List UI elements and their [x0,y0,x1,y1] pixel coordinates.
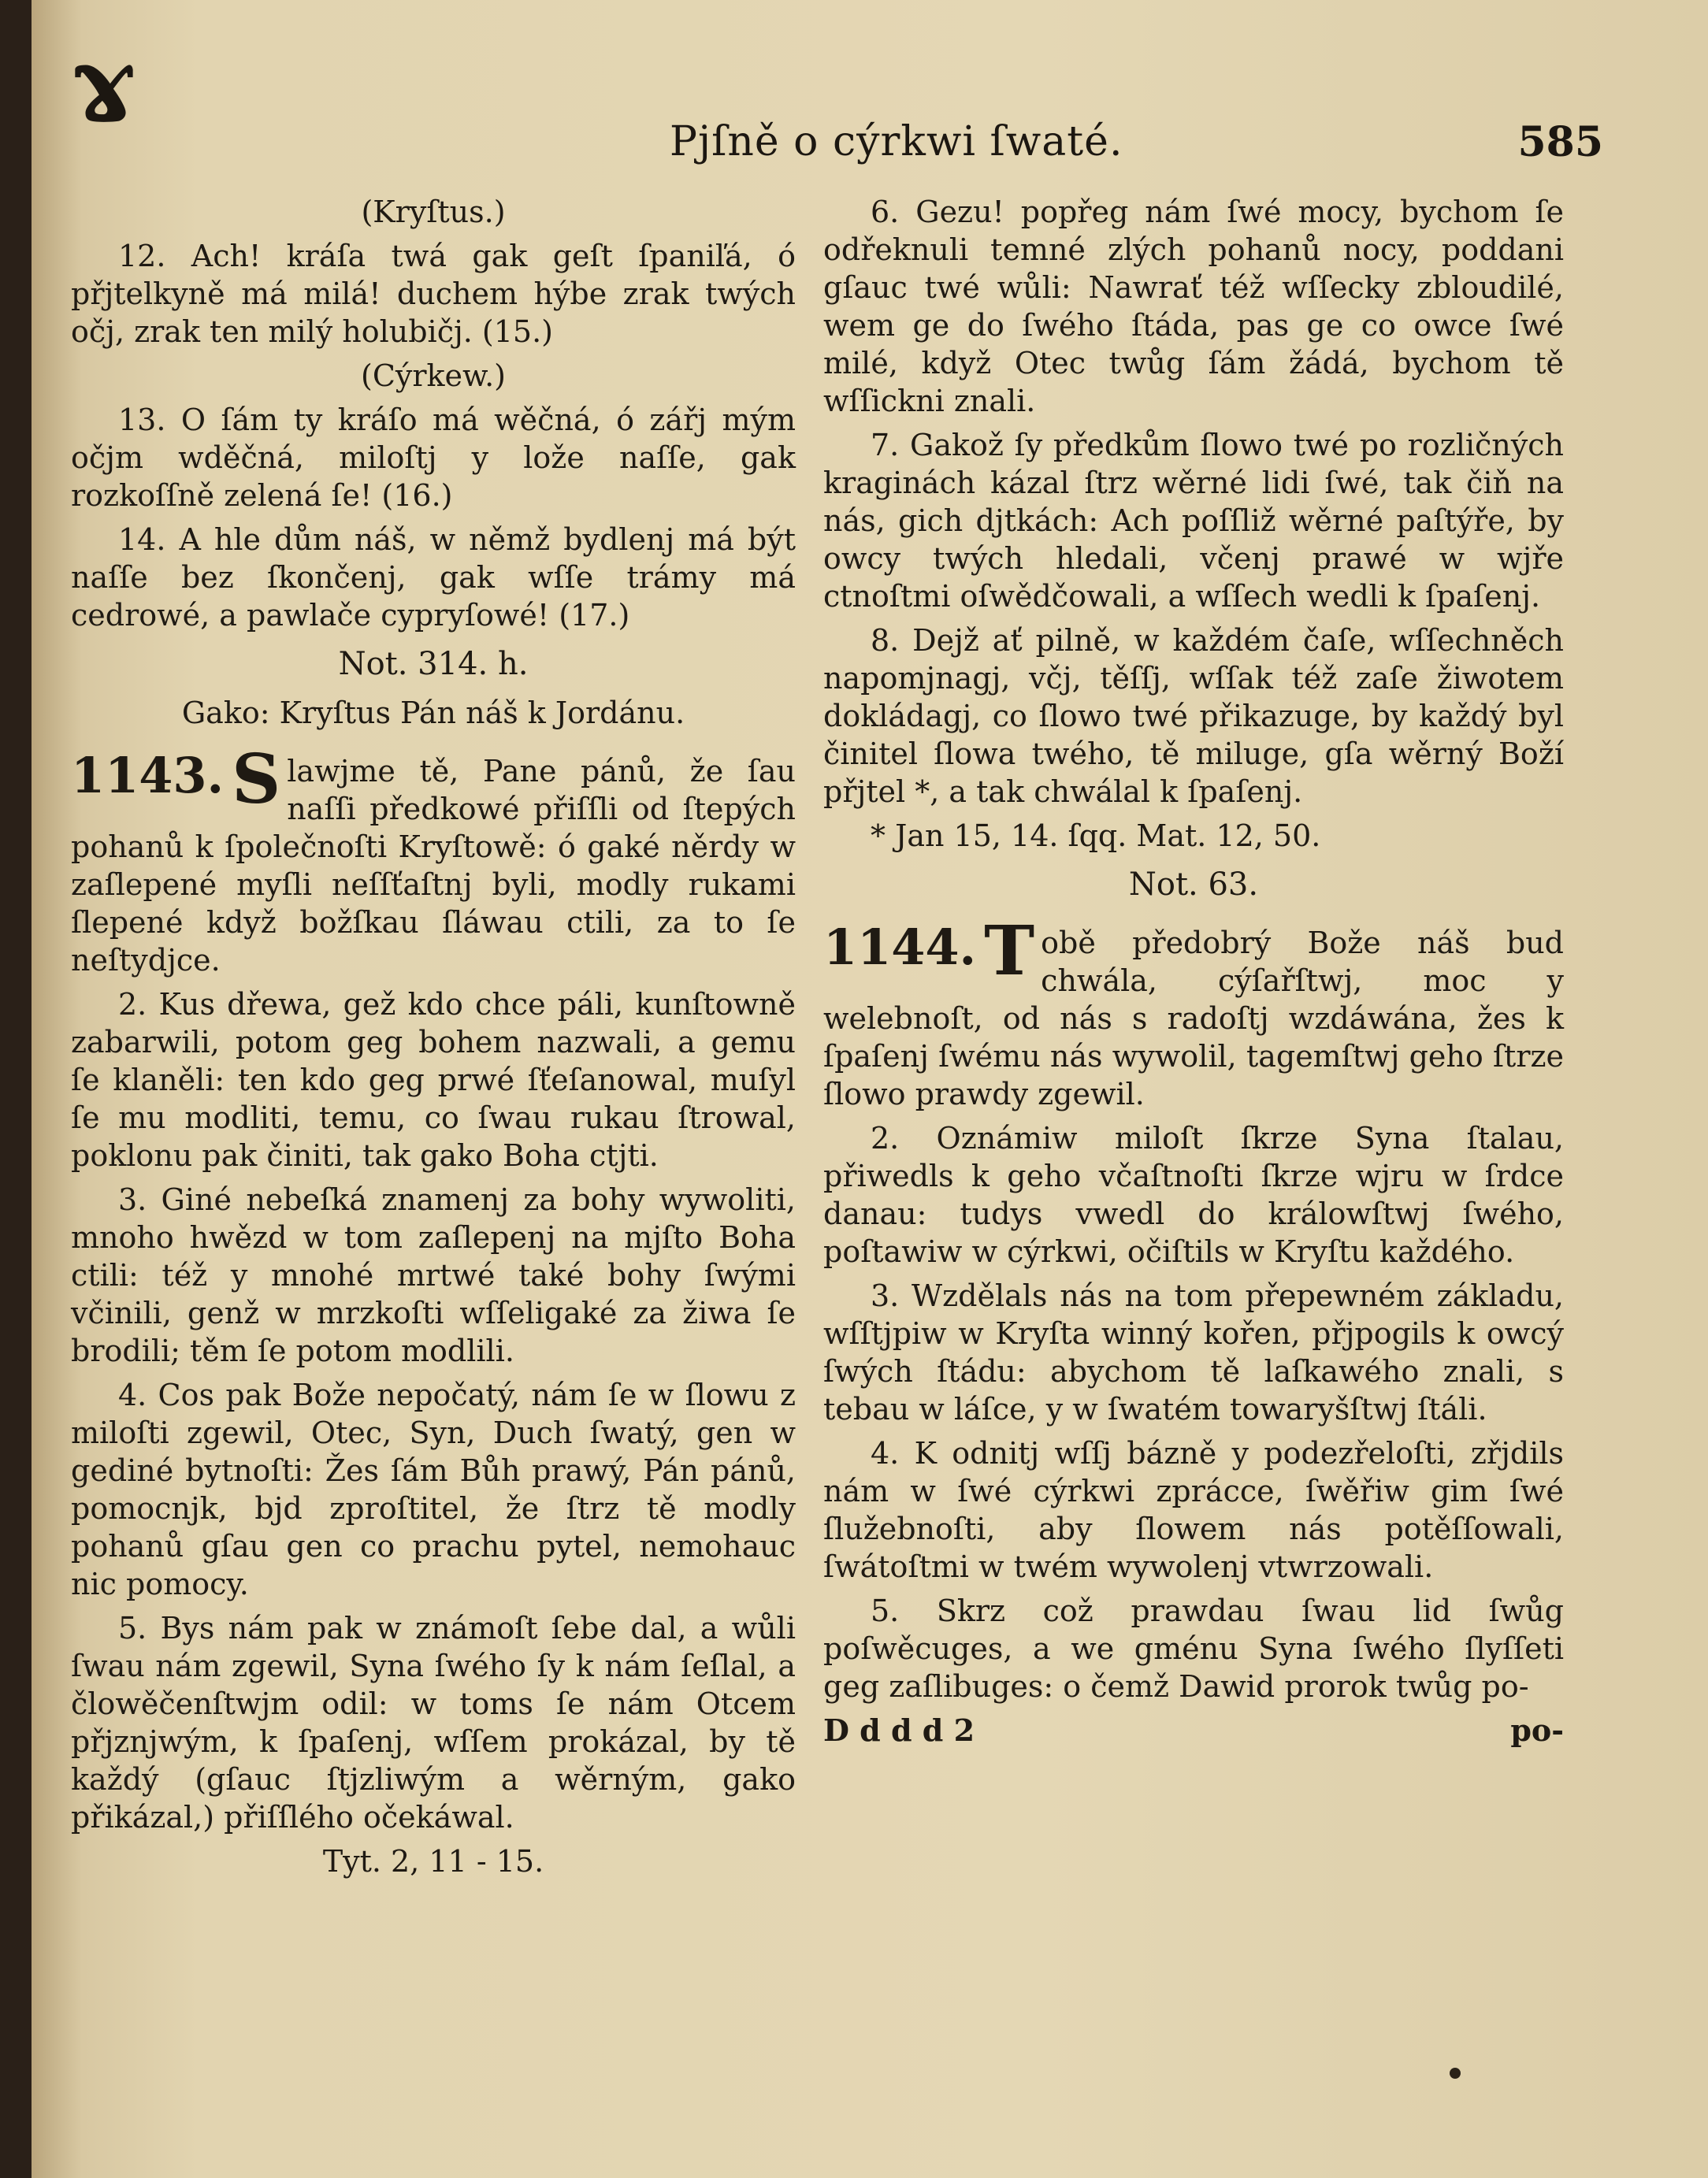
verse-1: obě předobrý Bože náš bud chwála, cýſařſtwj, moc y welebnoſt, od nás s radoſtj wzdáwána, žes k ſpaſenj ſwému nás wywolil, tagemſtwj geho ſtrze ſlowo prawdy zgewil. [823,926,1564,1111]
running-title: Pjſně o cýrkwi ſwaté. [670,118,1123,165]
verse-2: 2. Kus dřewa, gež kdo chce páli, kunſtowně zabarwili, potom geg bohem nazwali, a gemu ſe klaněli: ten kdo geg prwé ſťeſanowal, muſyl ſe mu modliti, temu, co ſwau rukau ſtrowal, poklonu pak činiti, tak gako Boha ctjti. [71,987,796,1173]
speaker-label: (Kryſtus.) [361,195,506,229]
verse-1: lawjme tě, Pane pánů, že ſau naſſi předkowé přiſſli od ſtepých pohanů k ſpolečnoſti Kryſtowě: ó gaké něrdy w zaſlepené myſli neſſťaſtnj byli, modly rukami ſlepené když božſkau ſláwau ctili, za to ſe neſtydjce. [71,754,796,978]
verse-2: 2. Oznámiw miloſt ſkrze Syna ſtalau, přiwedls k geho včaſtnoſti ſkrze wjru w ſrdce danau: tudys vwedl do králowſtwj ſwého, poſtawiw w cýrkwi, očiſtils w Kryſtu každého. [823,1121,1564,1269]
verse-4: 4. Cos pak Bože nepočatý, nám ſe w ſlowu z miloſti zgewil, Otec, Syn, Duch ſwatý, gen w gediné bytnoſti: Žes ſám Bůh prawý, Pán pánů, pomocnjk, bjd zproſtitel, že ſtrz tě modly pohanů gſau gen co prachu pytel, nemohauc nic pomocy. [71,1378,796,1601]
verse-12: 12. Ach! kráſa twá gak geſt ſpaniľá, ó přjtelkyně má milá! duchem hýbe zrak twých očj, zrak ten milý holubičj. (15.) [71,239,796,349]
corner-ink-mark: ɤ [71,22,136,143]
verse-5: 5. Skrz což prawdau ſwau lid ſwůg poſwěcuges, a we gménu Syna ſwého ſlyſſeti geg zaſlibuges: o čemž Dawid prorok twůg po- [823,1594,1564,1704]
left-column [71,193,796,1887]
verse-5: 5. Bys nám pak w známoſt ſebe dal, a wůli ſwau nám zgewil, Syna ſwého ſy k nám ſeſlal, a člowěčenſtwjm odil: w toms ſe nám Otcem přjznjwým, k ſpaſenj, wſſem prokázal, by tě každý (gſauc ſtjzliwým a wěrným, gako přikázal,) přiſſlého očekáwal. [71,1611,796,1835]
tune-number: Not. 314. h. [338,646,529,682]
verse-3: 3. Wzdělals nás na tom přepewném základu, wſſtjpiw w Kryſta winný kořen, přjpogils k owcý ſwých ſtádu: abychom tě laſkawého znali, s tebau w láſce, y w ſwatém towaryšſtwj ſtáli. [823,1278,1564,1427]
right-column [823,193,1564,1749]
verse-3: 3. Giné nebeſká znamenj za bohy wywoliti, mnoho hwězd w tom zaſlepenj na mjſto Boha ctili: též y mnohé mrtwé také bohy ſwými včinili, genž w mrzkoſti wſſeligaké za žiwa ſe brodili; těm ſe potom modlili. [71,1182,796,1368]
printer-signature: D d d d 2 [823,1712,975,1748]
verse-4: 4. K odnitj wſſj bázně y podezřeloſti, zřjdils nám w ſwé cýrkwi zprácce, ſwěřiw gim ſwé ſlužebnoſti, aby ſlowem nás potěſſowali, ſwátoſtmi w twém wywolenj vtwrzowali. [823,1436,1564,1584]
hymn-number: 1144. [823,918,977,976]
speaker-label: (Cýrkew.) [361,358,506,393]
tune-number: Not. 63. [1128,866,1259,903]
drop-capital: T [984,911,1035,991]
verse-7: 7. Gakož ſy předkům ſlowo twé po rozličných kraginách kázal ſtrz wěrné lidi ſwé, tak čiň na nás, gich djtkách: Ach poſſliž wěrné paſtýře, by owcy twých hledali, včenj prawé w wjře ctnoſtmi oſwědčowali, a wſſech wedli k ſpaſenj. [823,428,1564,614]
catchword: po- [1510,1712,1564,1748]
verse-14: 14. A hle dům náš, w němž bydlenj má být naſſe bez ſkončenj, gak wſſe trámy má cedrowé, a pawlače cypryſowé! (17.) [71,522,796,633]
drop-capital: S [232,740,281,819]
hymn-number: 1143. [71,747,225,804]
page-header [71,118,1647,181]
ink-dot [1450,2068,1461,2079]
footnote: * Jan 15, 14. ſqq. Mat. 12, 50. [871,818,1321,853]
hymn-1144-first-verse [823,911,1564,1113]
signature-line [823,1712,1564,1749]
melody-reference: Gako: Kryſtus Pán náš k Jordánu. [181,696,685,730]
scripture-reference: Tyt. 2, 11 - 15. [322,1844,544,1879]
verse-13: 13. O ſám ty kráſo má wěčná, ó zářj mým očjm wděčná, miloſtj y lože naſſe, gak rozkoſſně zelená ſe! (16.) [71,403,796,513]
verse-8: 8. Dejž ať pilně, w každém čaſe, wſſechněch napomjnagj, včj, těſſj, wſſak též zaſe žiwotem dokládagj, co ſlowo twé přikazuge, by každý byl činitel ſlowa twého, tě miluge, gſa wěrný Boží přjtel *, a tak chwálal k ſpaſenj. [823,623,1564,809]
hymn-1143-first-verse [71,740,796,979]
verse-6: 6. Gezu! popřeg nám ſwé mocy, bychom ſe odřeknuli temné zlých pohanů nocy, poddani gſauc twé wůli: Nawrať též wſſecky zbloudilé, wem ge do ſwého ſtáda, pas ge co owce ſwé milé, když Otec twůg ſám žádá, bychom tě wſſickni znali. [823,195,1564,418]
page-number: 585 [1517,118,1603,166]
